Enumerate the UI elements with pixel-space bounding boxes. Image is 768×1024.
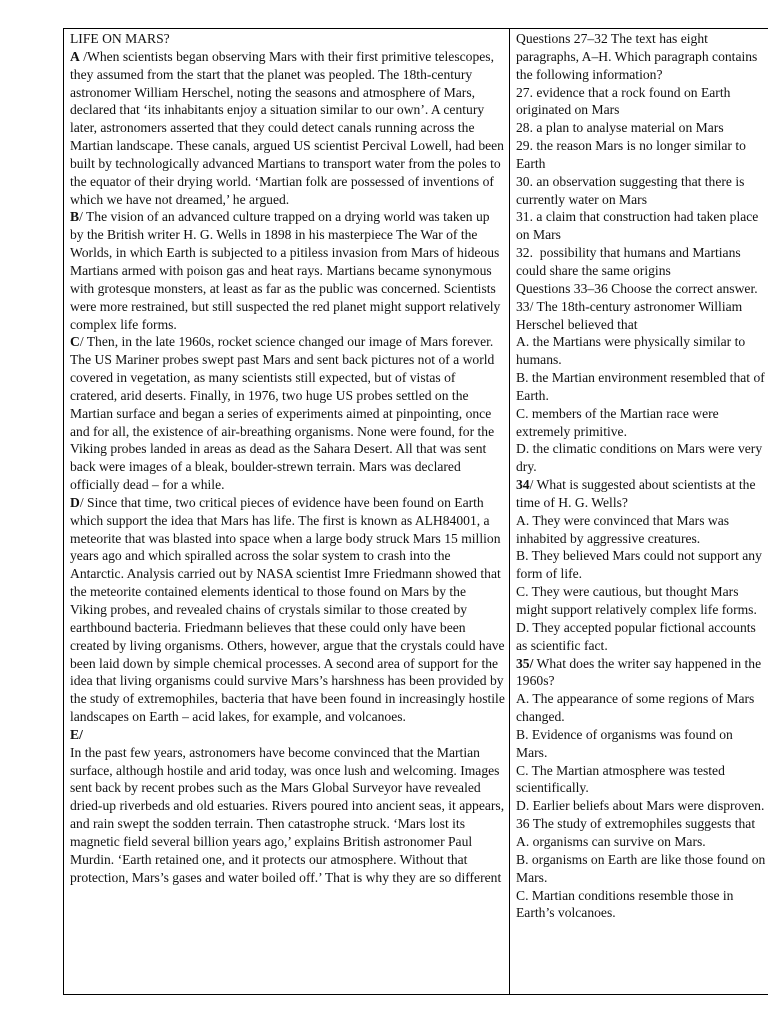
paragraph-c-label: C — [70, 334, 80, 350]
question-34-option-d: D. They accepted popular fictional accounts as scientific fact. — [516, 619, 756, 653]
paragraph-a-label: A — [70, 48, 80, 64]
question-34-option-c: C. They were cautious, but thought Mars might support relatively complex life forms. — [516, 584, 757, 617]
paragraph-c — [70, 333, 505, 494]
question-34-option-b: B. They believed Mars could not support any form of life. — [516, 548, 762, 582]
question-36-option-a: A. organisms can survive on Mars. — [516, 833, 706, 849]
question-35-option-b: B. Evidence of organisms was found on Mars. — [516, 726, 733, 760]
question-32: 32. possibility that humans and Martians could share the same origins — [516, 245, 741, 278]
question-34-number: 34 — [516, 477, 530, 493]
question-29: 29. the reason Mars is no longer similar to Earth — [516, 138, 746, 171]
question-35-text: What does the writer say happened in the 1960s? — [516, 655, 762, 689]
paragraph-a-text: /When scientists began observing Mars with their first primitive telescopes, they assumed from the start that the planet was peopled. The 18th-century astronomer William Herschel, noting the seasons and atmosphere of Mars, declared that ‘its inhabitants enjoy a situation similar to our own’. A century later, astronomers asserted that they could detect canals running across the Martian landscape. These canals, argued US scientist Percival Lowell, had been built by technologically advanced Martians to transport water from the poles to the equator of their drying world. ‘Martian folk are possessed of inventions of which we have not dreamed,’ he argued. — [70, 48, 504, 207]
paragraph-b — [70, 208, 505, 333]
question-35-option-a: A. The appearance of some regions of Mars changed. — [516, 691, 755, 725]
question-36-stem: 36 The study of extremophiles suggests that — [516, 816, 756, 832]
paragraph-b-text: / The vision of an advanced culture trapped on a drying world was taken up by the British writer H. G. Wells in 1898 in his masterpiece The War of the Worlds, in which Earth is subjected to a pitiless invasion from Mars of hideous Martians armed with poison gas and heat rays. Martians became synonymous with grotesque monsters, at least as far as the public was concerned. Scientists were more restrained, but still suspected the red planet might support relatively complex life forms. — [70, 209, 501, 332]
paragraph-e-label: E/ — [70, 726, 83, 742]
question-35-stem — [516, 655, 767, 691]
question-31: 31. a claim that construction had taken place on Mars — [516, 209, 759, 243]
paragraph-c-text: / Then, in the late 1960s, rocket science changed our image of Mars forever. The US Mariner probes swept past Mars and sent back pictures not of a world covered in vegetation, as many scientists still expected, but of vistas of cratered, arid deserts. Finally, in 1976, two huge US probes settled on the Martian surface and began a series of experiments aimed at pinpointing, once and for all, the existence of air-breathing organisms. None were found, for the Viking probes landed in areas as dead as the Sahara Desert. All that was sent back were images of a bleak, boulder-strewn terrain. Mars was declared officially dead – for a while. — [70, 334, 495, 493]
question-27: 27. evidence that a rock found on Earth originated on Mars — [516, 84, 731, 118]
question-33-option-d: D. the climatic conditions on Mars were very dry. — [516, 441, 763, 475]
question-34-text: / What is suggested about scientists at the time of H. G. Wells? — [516, 477, 756, 510]
reading-passage-column — [64, 29, 510, 995]
question-36-option-c: C. Martian conditions resemble those in Earth’s volcanoes. — [516, 887, 734, 921]
question-33-option-b: B. the Martian environment resembled that of Earth. — [516, 370, 765, 403]
question-35-option-d: D. Earlier beliefs about Mars were disproven. — [516, 798, 765, 814]
question-33-option-a: A. the Martians were physically similar to humans. — [516, 334, 746, 368]
question-28: 28. a plan to analyse material on Mars — [516, 120, 724, 136]
question-33-option-c: C. members of the Martian race were extremely primitive. — [516, 405, 719, 439]
question-34-stem — [516, 476, 767, 512]
paragraph-d-label: D — [70, 494, 80, 510]
paragraph-d — [70, 494, 505, 726]
questions-27-32-instructions: Questions 27–32 The text has eight paragraphs, A–H. Which paragraph contains the following information? — [516, 31, 758, 82]
questions-33-36-instructions: Questions 33–36 Choose the correct answer. — [516, 280, 758, 296]
reading-table — [63, 28, 768, 995]
question-30: 30. an observation suggesting that there is currently water on Mars — [516, 173, 745, 207]
question-35-option-c: C. The Martian atmosphere was tested scientifically. — [516, 762, 725, 796]
paragraph-a — [70, 48, 505, 209]
question-34-option-a: A. They were convinced that Mars was inhabited by aggressive creatures. — [516, 512, 730, 546]
question-36-option-b: B. organisms on Earth are like those found on Mars. — [516, 851, 766, 885]
paragraph-e-text: In the past few years, astronomers have become convinced that the Martian surface, although hostile and arid today, was once lush and welcoming. Images sent back by recent probes such as the Mars Global Surveyor have revealed dried-up riverbeds and old estuaries. Rivers poured into ancient seas, it appears, and rain swept the sodden terrain. Then catastrophe struck. ‘Mars lost its magnetic field several billion years ago,’ explains British astronomer Paul Murdin. ‘Earth retained one, and it protects our atmosphere. Without that protection, Mars’s gases and water boiled off.’ That is why they are so different — [70, 744, 505, 885]
paragraph-b-label: B — [70, 209, 80, 225]
passage-title: LIFE ON MARS? — [70, 31, 170, 46]
questions-column — [510, 29, 768, 995]
paragraph-d-text: / Since that time, two critical pieces of evidence have been found on Earth which support the idea that Mars has life. The first is known as ALH84001, a meteorite that was blasted into space when a large body struck Mars 15 million years ago and which spiralled across the solar system to crash into the Antarctic. Analysis carried out by NASA scientist Imre Friedmann showed that the meteorite contained elements identical to those found on Mars by the Viking probes, and revealed chains of crystals similar to those created by earthbound bacteria. Friedmann believes that these could only have been created by living organisms. Others, however, argue that the crystals could have been laid down by simple chemical processes. A second area of support for the idea that living organisms could survive Mars’s harshness has been provided by the study of extremophiles, bacteria that have been found in increasingly hostile landscapes on Earth – acid lakes, for example, and volcanoes. — [70, 494, 505, 725]
question-33-stem: 33/ The 18th-century astronomer William Herschel believed that — [516, 298, 743, 332]
question-35-number: 35/ — [516, 655, 534, 671]
